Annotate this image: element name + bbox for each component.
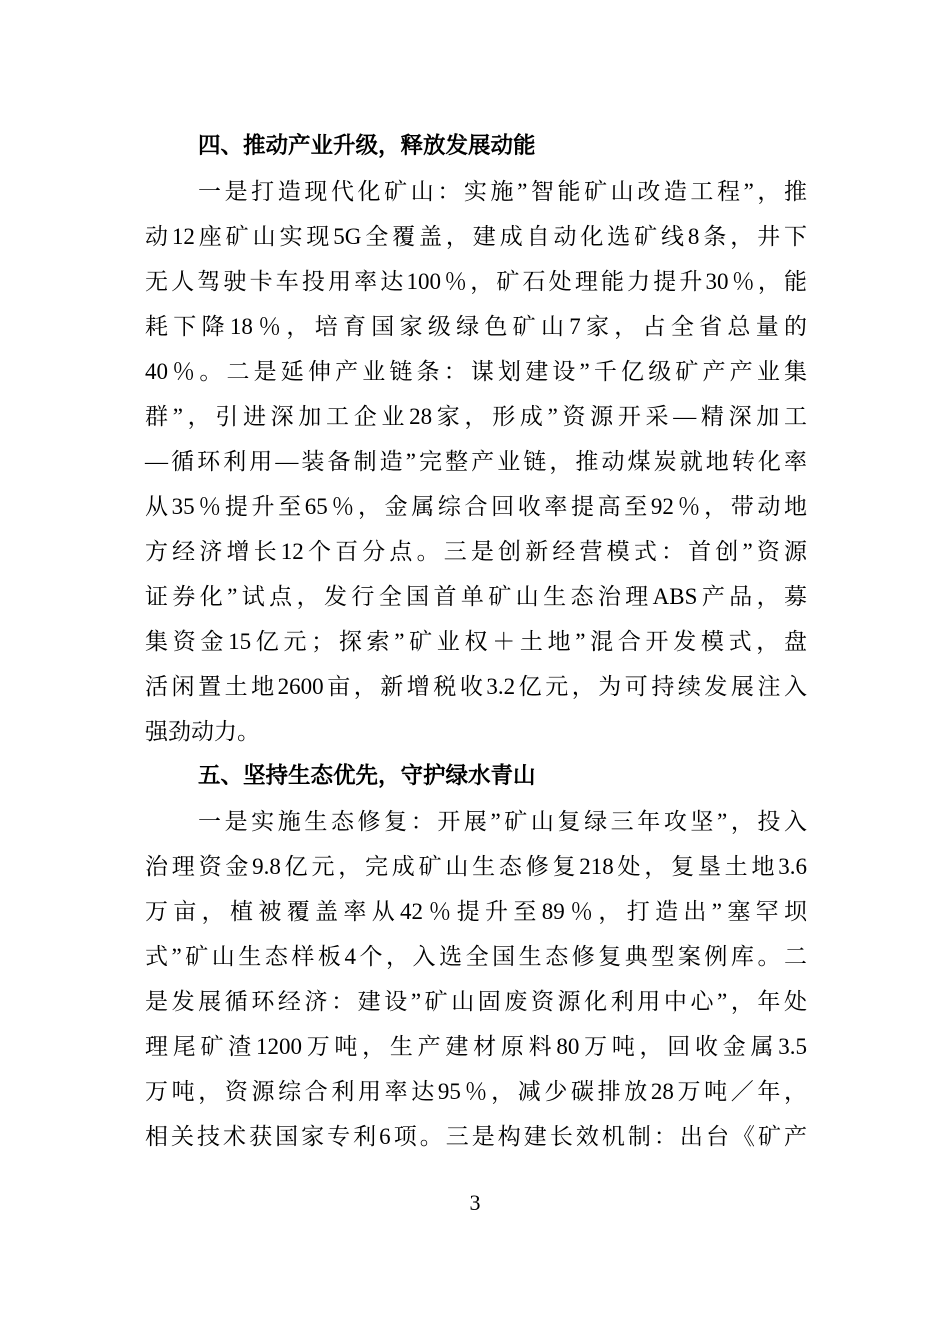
paragraph-line: 群”，引进深加工企业28家，形成”资源开采—精深加工 (145, 404, 807, 429)
section-5-paragraph (145, 799, 807, 1159)
section-4-paragraph (145, 169, 807, 754)
paragraph-line: 耗下降18％，培育国家级绿色矿山7家，占全省总量的 (145, 314, 807, 339)
section-heading-5: 五、坚持生态优先，守护绿水青山 (198, 763, 536, 789)
paragraph-line: 证券化”试点，发行全国首单矿山生态治理ABS产品，募 (145, 584, 807, 609)
paragraph-line: 集资金15亿元；探索”矿业权＋土地”混合开发模式，盘 (145, 629, 807, 654)
paragraph-line: —循环利用—装备制造”完整产业链，推动煤炭就地转化率 (145, 449, 807, 474)
page-number: 3 (469, 1190, 481, 1215)
paragraph-line: 式”矿山生态样板4个，入选全国生态修复典型案例库。二 (145, 944, 807, 969)
paragraph-line: 万亩，植被覆盖率从42％提升至89％，打造出”塞罕坝 (145, 899, 807, 924)
paragraph-line: 万吨，资源综合利用率达95％，减少碳排放28万吨／年， (145, 1079, 807, 1104)
paragraph-line: 40％。二是延伸产业链条：谋划建设”千亿级矿产产业集 (145, 359, 807, 384)
paragraph-line: 活闲置土地2600亩，新增税收3.2亿元，为可持续发展注入 (145, 674, 807, 699)
paragraph-line: 治理资金9.8亿元，完成矿山生态修复218处，复垦土地3.6 (145, 854, 807, 879)
paragraph-line: 从35％提升至65％，金属综合回收率提高至92％，带动地 (145, 494, 807, 519)
paragraph-line: 强劲动力。 (145, 719, 260, 744)
document-page (145, 124, 807, 1159)
section-heading-4: 四、推动产业升级，释放发展动能 (198, 133, 536, 159)
paragraph-line: 无人驾驶卡车投用率达100％，矿石处理能力提升30％，能 (145, 269, 807, 294)
paragraph-line: 一是打造现代化矿山：实施”智能矿山改造工程”，推 (198, 179, 807, 204)
paragraph-line: 一是实施生态修复：开展”矿山复绿三年攻坚”，投入 (198, 809, 807, 834)
paragraph-line: 是发展循环经济：建设”矿山固废资源化利用中心”，年处 (145, 989, 807, 1014)
paragraph-line: 方经济增长12个百分点。三是创新经营模式：首创”资源 (145, 539, 807, 564)
paragraph-line: 理尾矿渣1200万吨，生产建材原料80万吨，回收金属3.5 (145, 1034, 807, 1059)
paragraph-line: 相关技术获国家专利6项。三是构建长效机制：出台《矿产 (145, 1124, 807, 1149)
paragraph-line: 动12座矿山实现5G全覆盖，建成自动化选矿线8条，井下 (145, 224, 807, 249)
